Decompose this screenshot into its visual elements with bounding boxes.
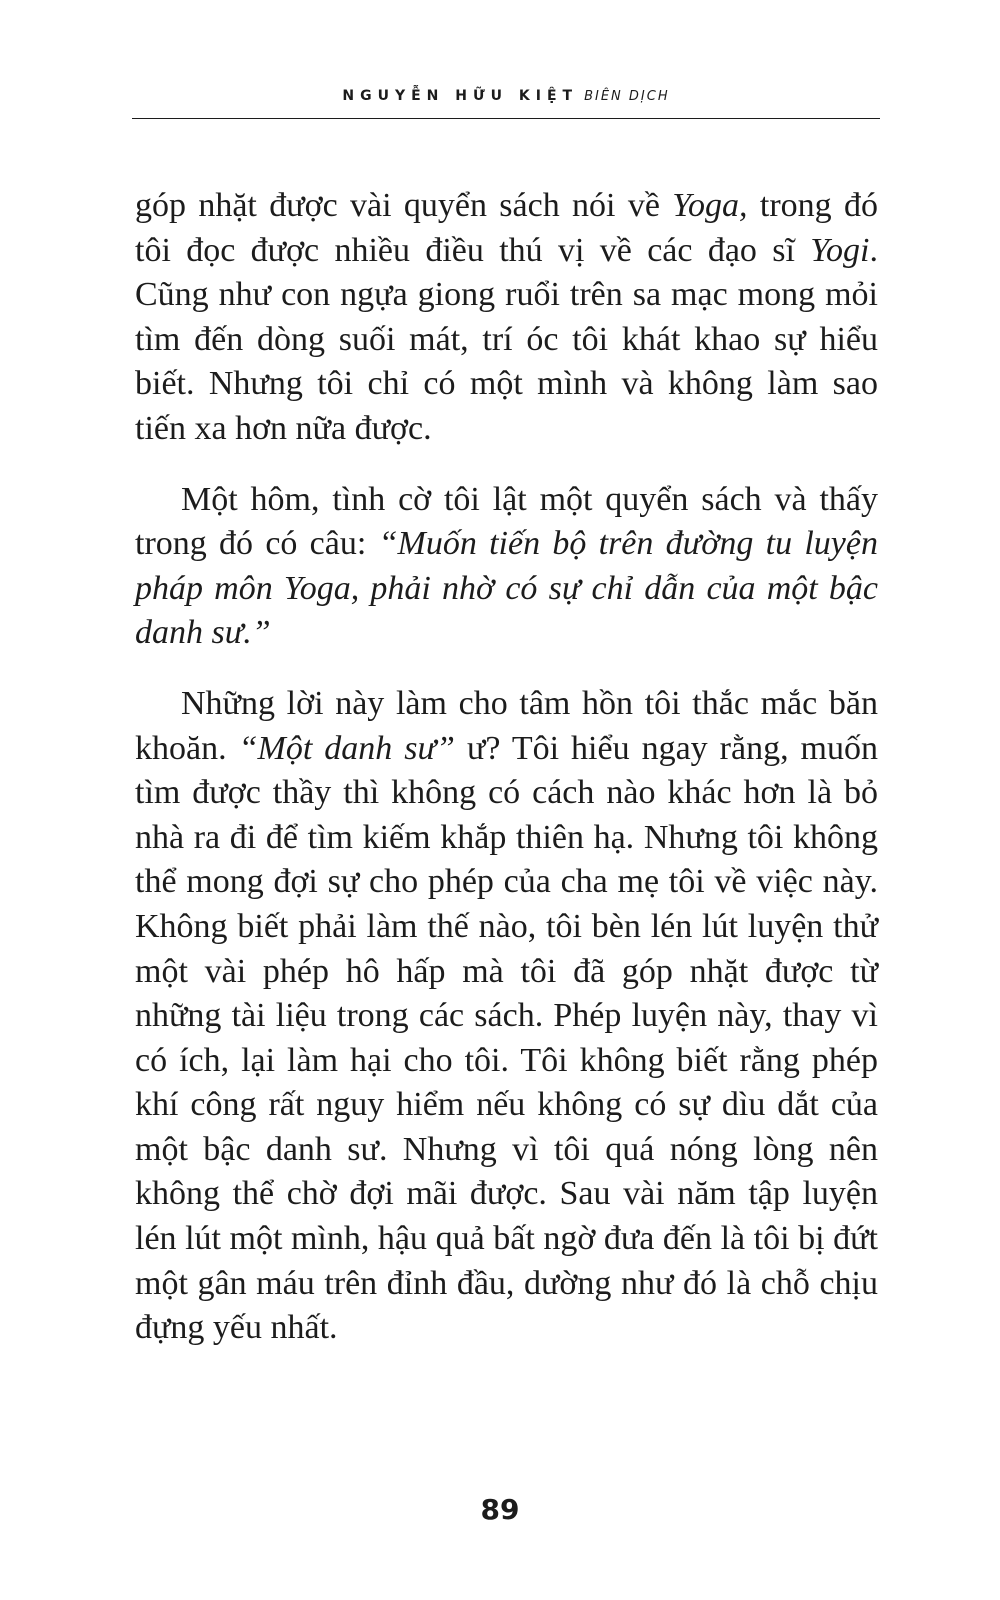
italic-text: Yogi xyxy=(810,231,870,269)
page-number: 89 xyxy=(480,1493,520,1526)
text-run: góp nhặt được vài quyển sách nói về xyxy=(135,187,673,224)
header-role: BIÊN DỊCH xyxy=(584,89,670,104)
italic-text: “Một danh sư” xyxy=(238,729,455,767)
running-header xyxy=(132,86,880,107)
header-author: NGUYỄN HỮU KIỆT xyxy=(342,88,579,104)
body-text xyxy=(135,184,878,1351)
italic-text: “Muốn tiến bộ trên đường tu luyện pháp môn Yoga, phải nhờ có sự chỉ dẫn của một bậc danh sư.” xyxy=(135,525,878,652)
text-run: ư? Tôi hiểu ngay rằng, muốn tìm được thầy thì không có cách nào khác hơn là bỏ nhà ra đi để tìm kiếm khắp thiên hạ. Nhưng tôi không thể mong đợi sự cho phép của cha mẹ tôi về việc này. Không biết phải làm thế nào, tôi bèn lén lút luyện thử một vài phép hô hấp mà tôi đã góp nhặt được từ những tài liệu trong các sách. Phép luyện này, thay vì có ích, lại làm hại cho tôi. Tôi không biết rằng phép khí công rất nguy hiểm nếu không có sự dìu dắt của một bậc danh sư. Nhưng vì tôi quá nóng lòng nên không thể chờ đợi mãi được. Sau vài năm tập luyện lén lút một mình, hậu quả bất ngờ đưa đến là tôi bị đứt một gân máu trên đỉnh đầu, dường như đó là chỗ chịu đựng yếu nhất. xyxy=(135,729,879,1347)
paragraph xyxy=(135,184,878,452)
header-rule xyxy=(132,118,880,119)
paragraph xyxy=(135,478,878,656)
text-run: Một hôm, tình cờ tôi lật một quyển sách và thấy trong đó có câu: xyxy=(135,480,878,563)
paragraph xyxy=(135,682,878,1351)
italic-text: Yoga, xyxy=(672,187,748,224)
text-run: trong đó tôi đọc được nhiều điều thú vị về các đạo sĩ xyxy=(135,187,878,269)
text-run: . Cũng như con ngựa giong ruổi trên sa mạc mong mỏi tìm đến dòng suối mát, trí óc tôi khát khao sự hiểu biết. Nhưng tôi chỉ có một mình và không làm sao tiến xa hơn nữa được. xyxy=(135,231,878,447)
text-run: Những lời này làm cho tâm hồn tôi thắc mắc băn khoăn. xyxy=(135,684,878,767)
